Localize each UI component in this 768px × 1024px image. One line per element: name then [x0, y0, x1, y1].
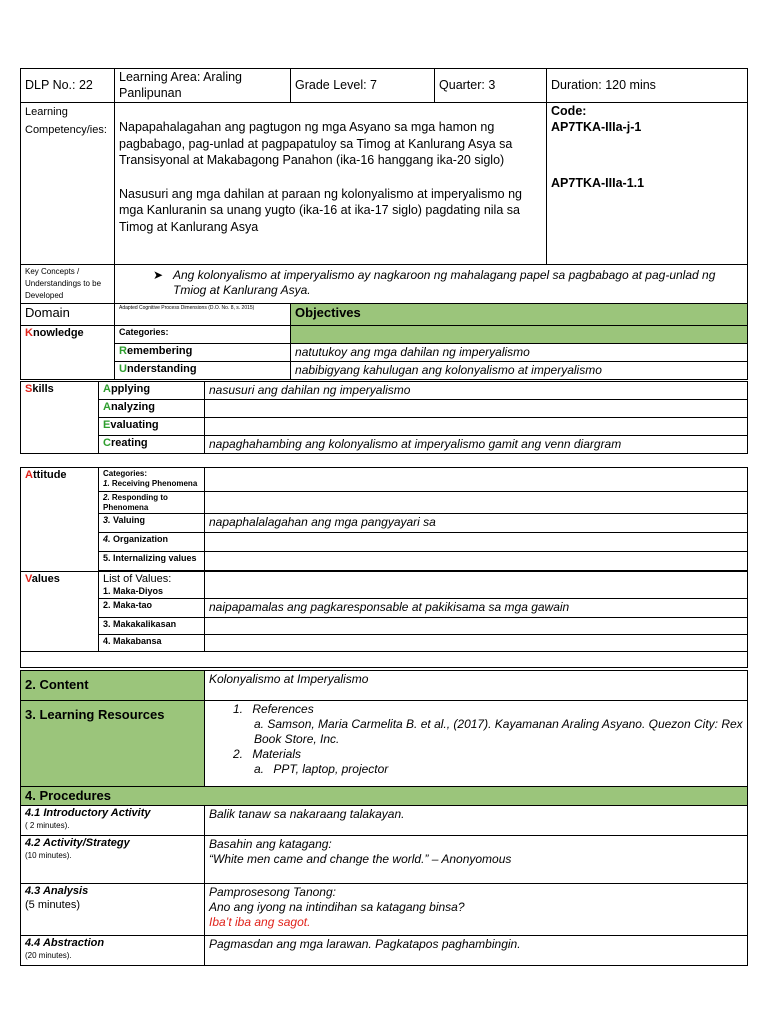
reference-a: a. Samson, Maria Carmelita B. et al., (2017). Kayamanan Araling Asyano. Quezon City: Rex Book Store, Inc. [254, 717, 743, 746]
knowledge-label: Knowledge [21, 326, 115, 380]
value-maka-diyos: Maka-Diyos [113, 586, 164, 597]
analysis-answer-note: Iba’t iba ang sagot. [209, 915, 311, 930]
content-label: 2. Content [21, 671, 205, 701]
competency-label: Learning Competency/ies: [21, 103, 115, 265]
competency-text-2: Nasusuri ang mga dahilan at paraan ng kolonyalismo at imperyalismo ng mga Kanluranin sa unang yugto (ika-16 at ika-17 siglo) pagdating nila sa Timog at Kanlurang Asya [119, 187, 522, 234]
proc-activity: 4.2 Activity/Strategy (10 minutes). [21, 836, 205, 884]
learning-area: Learning Area: Araling Panlipunan [115, 69, 291, 103]
value-maka-tao: 2. Maka-tao [99, 599, 205, 618]
key-concepts-label: Key Concepts / Understandings to be Developed [21, 265, 115, 304]
competency-text-1: Napapahalagahan ang pagtugon ng mga Asyano sa mga hamon ng pagbabago, pag-unlad at pagpapatuloy sa Timog at Kanlurang Asya sa Transisyonal at Makabagong Panahon (ika-16 hanggang ika-20 siglo) [119, 120, 513, 167]
proc-introductory: 4.1 Introductory Activity ( 2 minutes). [21, 806, 205, 836]
objective-evaluating [205, 418, 748, 436]
objective-receiving [205, 468, 748, 492]
value-makakalikasan: 3. Makakalikasan [99, 618, 205, 635]
content-procedures-table [20, 670, 748, 966]
attitude-internalizing: 5. Internalizing values [99, 552, 205, 571]
materials-heading: Materials [252, 747, 302, 761]
attitude-receiving: Receiving Phenomena [111, 479, 198, 489]
attitude-values-table [20, 467, 748, 668]
knowledge-categories: Categories: [115, 326, 291, 344]
procedures-header: 4. Procedures [21, 787, 748, 806]
proc-introductory-text: Balik tanaw sa nakaraang talakayan. [205, 806, 748, 836]
bullet-arrow-icon: ➤ [152, 268, 163, 283]
values-label: Values [21, 572, 99, 652]
proc-analysis: 4.3 Analysis (5 minutes) [21, 884, 205, 936]
objectives-green-fill [291, 326, 748, 344]
attitude-valuing: 3. Valuing [99, 514, 205, 533]
objective-maka-diyos [205, 572, 748, 599]
objective-remembering: natutukoy ang mga dahilan ng imperyalismo [291, 344, 748, 362]
attitude-organization: 4. Organization [99, 533, 205, 552]
duration: Duration: 120 mins [547, 69, 748, 103]
objective-internalizing [205, 552, 748, 571]
proc-abstraction: 4.4 Abstraction (20 minutes). [21, 936, 205, 966]
grade-level: Grade Level: 7 [291, 69, 435, 103]
dlp-number: DLP No.: 22 [21, 69, 115, 103]
objective-understanding: nabibigyang kahulugan ang kolonyalismo at imperyalismo [291, 362, 748, 380]
key-concepts-text: Ang kolonyalismo at imperyalismo ay nagkaroon ng mahalagang papel sa pagbabago at pag-unlad ng Tmiog at Kanlurang Asya. [173, 268, 716, 298]
competency-text-cell [115, 103, 547, 265]
references-heading: References [252, 702, 314, 716]
proc-analysis-text: Pamprosesong Tanong: Ano ang iyong na intindihan sa katagang binsa? Iba’t iba ang sagot. [205, 884, 748, 936]
spacer-row [21, 652, 748, 668]
resources-cell: 1. References a. Samson, Maria Carmelita B. et al., (2017). Kayamanan Araling Asyano. Quezon City: Rex Book Store, Inc. 2. Materials a. PPT, laptop, projector [205, 701, 748, 787]
attitude-responding: 2. Responding to Phenomena [99, 492, 205, 514]
objective-analyzing [205, 400, 748, 418]
proc-activity-text: Basahin ang katagang: “White men came and change the world.” – Anonyomous [205, 836, 748, 884]
objective-makabansa [205, 635, 748, 652]
value-makabansa: 4. Makabansa [99, 635, 205, 652]
code-2: AP7TKA-IIIa-1.1 [551, 175, 645, 190]
objective-creating: napaghahambing ang kolonyalismo at imperyalismo gamit ang venn diargram [205, 436, 748, 454]
values-list: List of Values: 1. Maka-Diyos [99, 572, 205, 599]
cat-applying: Applying [99, 382, 205, 400]
quarter: Quarter: 3 [435, 69, 547, 103]
content-text: Kolonyalismo at Imperyalismo [205, 671, 748, 701]
objective-makakalikasan [205, 618, 748, 635]
cat-analyzing: Analyzing [99, 400, 205, 418]
cat-remembering: Remembering [115, 344, 291, 362]
materials-a: PPT, laptop, projector [273, 762, 389, 776]
proc-abstraction-text: Pagmasdan ang mga larawan. Pagkatapos paghambingin. [205, 936, 748, 966]
code-1: AP7TKA-IIIa-j-1 [551, 119, 642, 134]
attitude-categories: Categories: 1. Receiving Phenomena [99, 468, 205, 492]
key-concepts-cell [115, 265, 748, 304]
objectives-header: Objectives [291, 304, 748, 326]
objective-applying: nasusuri ang dahilan ng imperyalismo [205, 382, 748, 400]
dlp-header-table [20, 68, 748, 380]
skills-table [20, 381, 748, 454]
domain-label: Domain [21, 304, 115, 326]
skills-label: Skills [21, 382, 99, 454]
objective-maka-tao: naipapamalas ang pagkaresponsable at pakikisama sa mga gawain [205, 599, 748, 618]
adapted-note: Adapted Cognitive Process Dimensions (D.O. No. 8, s. 2015) [115, 304, 291, 326]
cat-understanding: Understanding [115, 362, 291, 380]
objective-valuing: napaphalalagahan ang mga pangyayari sa [205, 514, 748, 533]
objective-responding [205, 492, 748, 514]
competency-code-cell [547, 103, 748, 265]
attitude-label: Attitude [21, 468, 99, 572]
cat-creating: Creating [99, 436, 205, 454]
resources-label: 3. Learning Resources [21, 701, 205, 787]
cat-evaluating: Evaluating [99, 418, 205, 436]
objective-organization [205, 533, 748, 552]
code-label: Code: [551, 104, 587, 119]
